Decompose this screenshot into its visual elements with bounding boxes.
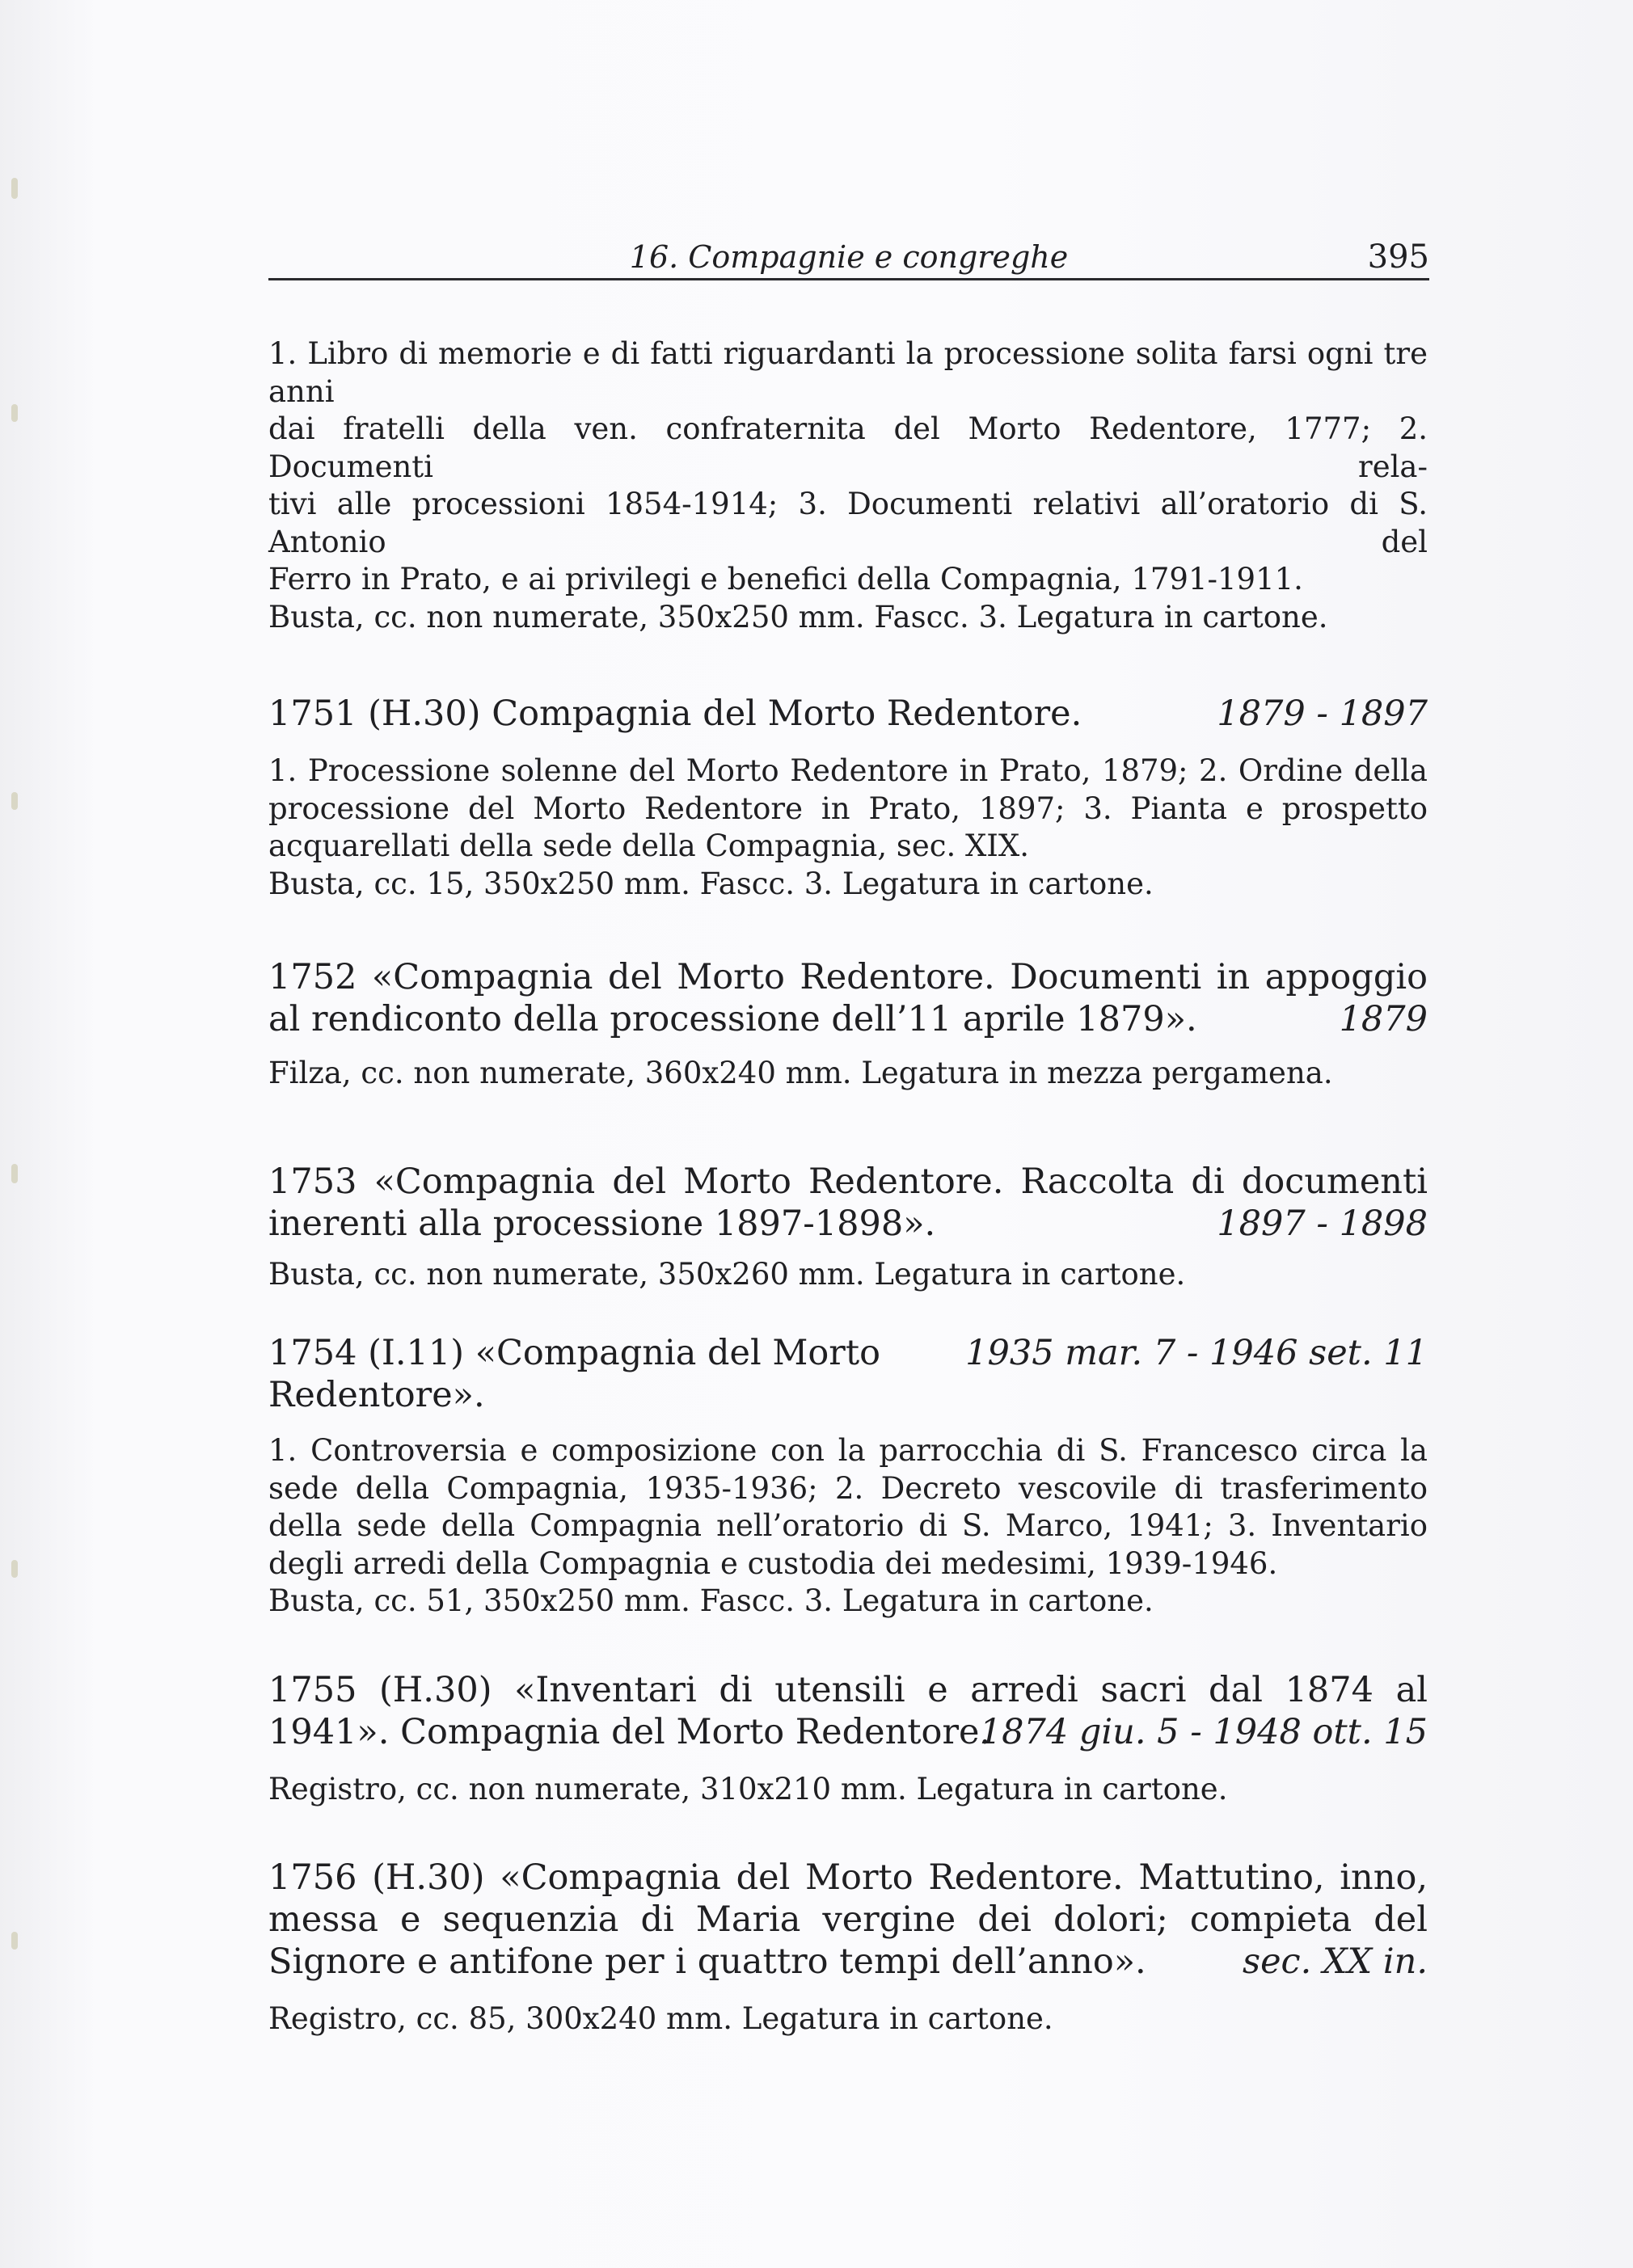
- physical-description: Registro, cc. non numerate, 310x210 mm. Legatura in cartone.: [268, 1771, 1228, 1806]
- entry-heading: [268, 1332, 1428, 1416]
- header-title: 16. Compagnie e congreghe: [629, 239, 1069, 275]
- entry-title: 1751 (H.30) Compagnia del Morto Redentore.: [268, 693, 1082, 734]
- entry-title: 1755 (H.30) «Inventari di utensili e arredi sacri dal 1874 al 1941». Compagnia del Morto Redentore.: [268, 1669, 1428, 1752]
- binding-mark: [11, 1560, 18, 1578]
- binding-mark: [11, 1164, 18, 1183]
- entry-heading: [268, 1161, 1428, 1245]
- archive-entry: [268, 1161, 1428, 1294]
- entry-title: 1754 (I.11) «Compagnia del Morto Redentore».: [268, 1333, 881, 1415]
- text-line: dai fratelli della ven. confraternita del Morto Redentore, 1777; 2. Documenti rela-: [268, 411, 1428, 484]
- entry-continuation: [268, 335, 1428, 636]
- continuation-description: [268, 335, 1428, 599]
- physical-description: Busta, cc. non numerate, 350x260 mm. Legatura in cartone.: [268, 1256, 1186, 1292]
- archive-entry: [268, 1669, 1428, 1809]
- physical-description: Busta, cc. non numerate, 350x250 mm. Fascc. 3. Legatura in cartone.: [268, 599, 1328, 634]
- entry-date: 1897 - 1898: [1217, 1203, 1428, 1244]
- entry-date: 1879 - 1897: [1217, 693, 1428, 734]
- physical-description: Filza, cc. non numerate, 360x240 mm. Legatura in mezza pergamena.: [268, 1056, 1333, 1090]
- binding-mark: [11, 178, 18, 199]
- physical-description: Busta, cc. 51, 350x250 mm. Fascc. 3. Legatura in cartone.: [268, 1583, 1154, 1618]
- entry-date: 1874 giu. 5 - 1948 ott. 15: [979, 1711, 1428, 1752]
- entry-heading: [268, 1857, 1428, 1983]
- physical-description: Registro, cc. 85, 300x240 mm. Legatura in cartone.: [268, 2001, 1053, 2036]
- entry-title: 1752 «Compagnia del Morto Redentore. Documenti in appoggio al rendiconto della processione dell’11 aprile 1879».: [268, 957, 1428, 1039]
- entry-heading: [268, 956, 1428, 1040]
- entry-description: 1. Processione solenne del Morto Redentore in Prato, 1879; 2. Ordine della processione del Morto Redentore in Prato, 1897; 3. Pianta e prospetto acquarellati della sede della Compagnia, sec. XIX.: [268, 753, 1428, 863]
- entry-heading: [268, 693, 1428, 735]
- binding-mark: [11, 1932, 18, 1950]
- text-line: tivi alle processioni 1854-1914; 3. Documenti relativi all’oratorio di S. Antonio del: [268, 487, 1428, 559]
- archive-entry: [268, 1857, 1428, 2038]
- entry-title: 1756 (H.30) «Compagnia del Morto Redentore. Mattutino, inno, messa e sequenzia di Maria vergine dei dolori; compieta del Signore e antifone per i quattro tempi dell’anno».: [268, 1857, 1428, 1982]
- entry-date: sec. XX in.: [1243, 1941, 1428, 1982]
- binding-mark: [11, 792, 18, 810]
- physical-description: Busta, cc. 15, 350x250 mm. Fascc. 3. Legatura in cartone.: [268, 866, 1154, 901]
- page-content: [268, 335, 1428, 2038]
- binding-mark: [11, 404, 18, 422]
- archive-entry: [268, 1332, 1428, 1621]
- running-header: [268, 239, 1429, 280]
- entry-heading: [268, 1669, 1428, 1753]
- archive-entry: [268, 956, 1428, 1093]
- entry-description: 1. Controversia e composizione con la parrocchia di S. Francesco circa la sede della Compagnia, 1935-1936; 2. Decreto vescovile di trasferimento della sede della Compagnia nell’oratorio di S. Marco, 1941; 3. Inventario degli arredi della Compagnia e custodia dei medesimi, 1939-1946.: [268, 1433, 1428, 1581]
- text-line: 1. Libro di memorie e di fatti riguardanti la processione solita farsi ogni tre anni: [268, 336, 1428, 409]
- entry-date: 1935 mar. 7 - 1946 set. 11: [965, 1333, 1428, 1373]
- entry-title: 1753 «Compagnia del Morto Redentore. Raccolta di documenti inerenti alla processione 1897-1898».: [268, 1161, 1428, 1244]
- archive-entry: [268, 693, 1428, 903]
- page-number: 395: [1367, 238, 1429, 276]
- text-line: Ferro in Prato, e ai privilegi e benefici della Compagnia, 1791-1911.: [268, 562, 1303, 597]
- entry-date: 1879: [1339, 999, 1428, 1039]
